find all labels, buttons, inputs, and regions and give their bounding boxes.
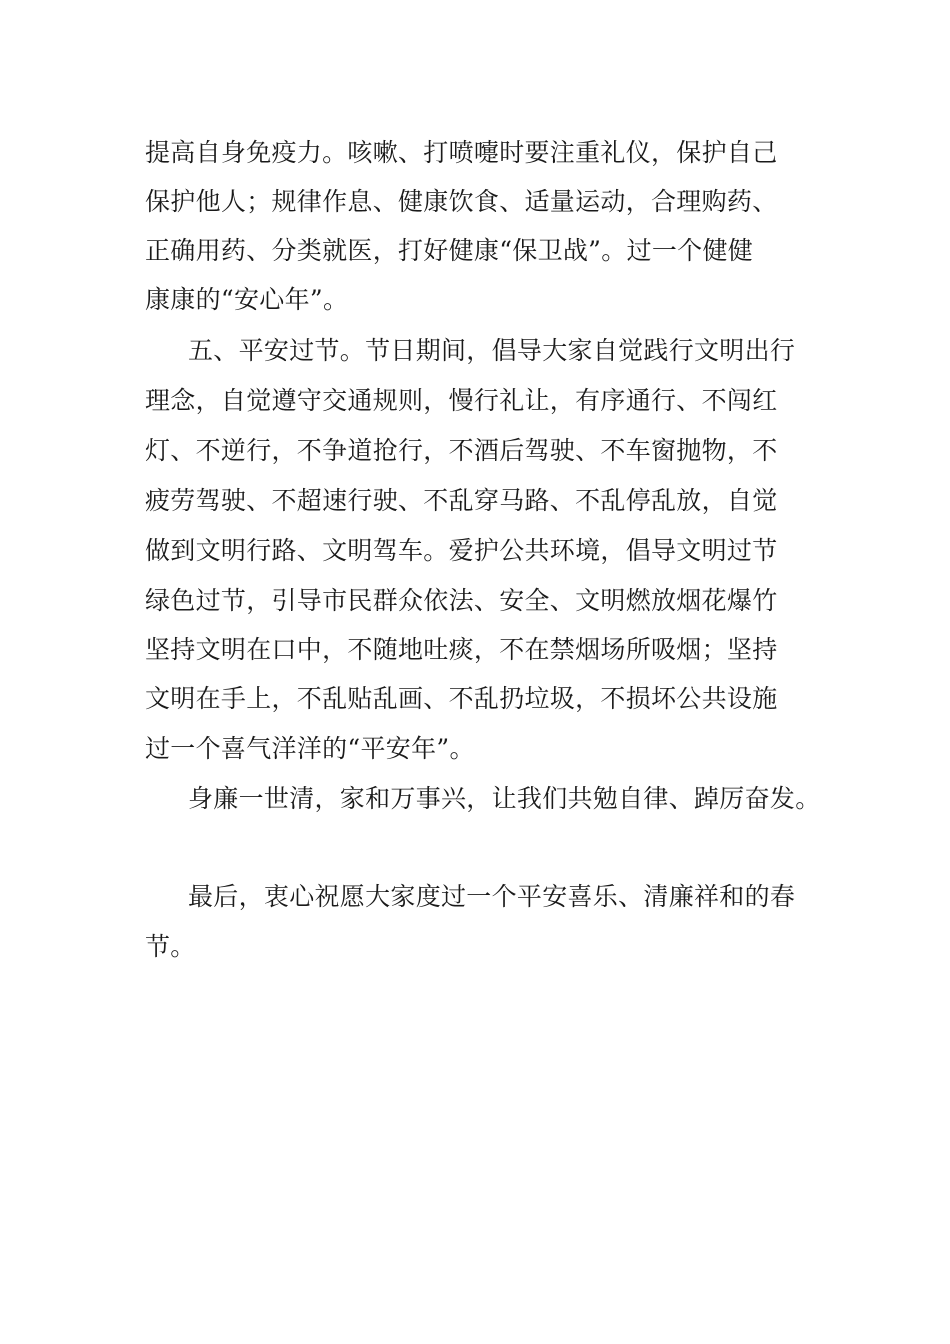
text-line: 文明在手上，不乱贴乱画、不乱扔垃圾，不损坏公共设施 (145, 684, 778, 713)
text-line: 提高自身免疫力。咳嗽、打喷嚏时要注重礼仪，保护自己 (145, 138, 778, 167)
text-line: 灯、不逆行，不争道抢行，不酒后驾驶、不车窗抛物，不 (145, 436, 778, 465)
text-line: 身廉一世清，家和万事兴，让我们共勉自律、踔厉奋发。 (188, 784, 821, 813)
text-line: 节。 (145, 932, 196, 961)
text-line: 最后，衷心祝愿大家度过一个平安喜乐、清廉祥和的春 (188, 882, 796, 911)
text-line: 保护他人；规律作息、健康饮食、适量运动，合理购药、 (145, 187, 778, 216)
text-line: 理念，自觉遵守交通规则，慢行礼让，有序通行、不闯红 (145, 386, 778, 415)
text-line: 疲劳驾驶、不超速行驶、不乱穿马路、不乱停乱放，自觉 (145, 486, 778, 515)
text-line: 五、平安过节。节日期间，倡导大家自觉践行文明出行 (188, 336, 796, 365)
text-line: 康康的“安心年”。 (145, 285, 349, 314)
text-line: 正确用药、分类就医，打好健康“保卫战”。过一个健健 (145, 236, 754, 265)
text-line: 做到文明行路、文明驾车。爱护公共环境，倡导文明过节 (145, 536, 778, 565)
text-line: 过一个喜气洋洋的“平安年”。 (145, 734, 475, 763)
text-line: 绿色过节，引导市民群众依法、安全、文明燃放烟花爆竹 (145, 586, 778, 615)
text-line: 坚持文明在口中，不随地吐痰，不在禁烟场所吸烟；坚持 (145, 635, 778, 664)
